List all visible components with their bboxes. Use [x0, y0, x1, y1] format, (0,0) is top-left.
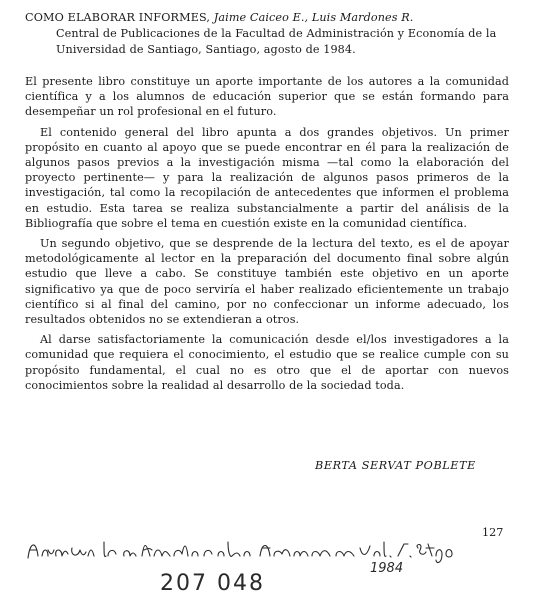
book-title: COMO ELABORAR INFORMES, — [25, 11, 211, 24]
paragraph: Al darse satisfactoriamente la comunicación desde el/los investigadores a la comunidad que requiera el conocimiento, el estudio que se realice cumple con su propósito fundamental, el cual no es otro que el de aportar con nuevos conocimientos sobre la realidad al desarrollo de la sociedad toda. — [25, 333, 509, 392]
paragraph: El presente libro constituye un aporte importante de los autores a la comunidad científica y a los alumnos de educación superior que se están formando para desempeñar un rol profesional en el futuro. — [25, 75, 509, 119]
page-number: 127 — [482, 526, 504, 539]
review-body — [25, 74, 509, 398]
handwriting-line1-strokes — [28, 542, 452, 562]
book-citation — [25, 10, 508, 58]
publication-info: Central de Publicaciones de la Facultad de Administración y Economía de la Universidad de Santiago, Santiago, agosto de 1984. — [56, 27, 497, 56]
handwritten-annotation — [0, 520, 542, 600]
handwriting-drawing — [0, 520, 542, 600]
paragraph: Un segundo objetivo, que se desprende de la lectura del texto, es el de apoyar metodológicamente al lector en la preparación del documento final sobre algún estudio que lleve a cabo. Se constituye también este objetivo en un aporte significativo ya que de poco serviría el haber realizado eficientemente un trabajo científico si al final del camino, por no confeccionar un informe adecuado, los resultados obtenidos no se extendieran a otros. — [25, 237, 509, 327]
paragraph: El contenido general del libro apunta a dos grandes objetivos. Un primer propósito en cuanto al apoyo que se puede encontrar en él para la realización de algunos pasos previos a la investigación misma —tal como la elaboración del proyecto pertinente— y para la realización de algunos pasos primeros de la investigación, tal como la recopilación de antecedentes que informen el problema en estudio. Esta tarea se realiza substancialmente a partir del análisis de la Bibliografía que sobre el tema en cuestión existe en la comunidad científica. — [25, 125, 509, 230]
handwritten-catalog-number: 207 048 — [160, 571, 265, 596]
reviewer-signature: BERTA SERVAT POBLETE — [315, 459, 476, 472]
book-authors: Jaime Caiceo E., Luis Mardones R. — [213, 11, 414, 24]
handwritten-year: 1984 — [370, 561, 404, 576]
